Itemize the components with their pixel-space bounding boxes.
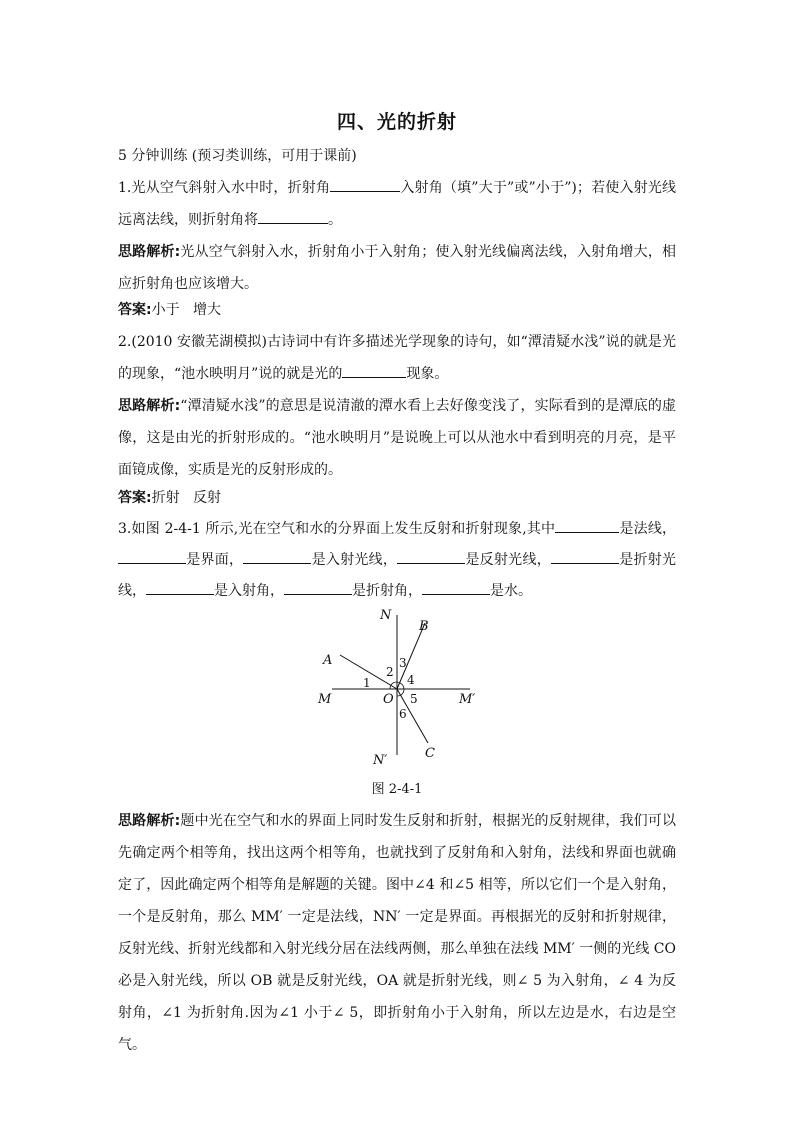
q3-text-3: 是界面， [186, 552, 244, 568]
q2-text-1: 2.(2010 安徽芜湖模拟)古诗词中有许多描述光学现象的诗句，如“潭清疑水浅”说的就是光的现象，“池水映明月”说的就是光的 [118, 334, 676, 382]
q1-text-2: 入射角（填”大于”或”小于”)；若使入射光线远离法线，则折射角将 [118, 180, 677, 228]
q3-blank-water [422, 580, 490, 595]
page-title: 四、光的折射 [336, 111, 457, 133]
q3-blank-refracted-ray [551, 549, 619, 564]
q2-answer-label: 答案: [118, 490, 152, 506]
q3-text-4: 是入射光线， [311, 552, 398, 568]
q3-text-2: 是法线， [619, 521, 677, 537]
q1-analysis-text: 光从空气斜射入水，折射角小于入射角；使入射光线偏离法线，入射角增大，相应折射角也应该增大。 [118, 244, 676, 292]
q3-blank-interface [118, 549, 186, 564]
q3-text-8: 是折射角， [352, 583, 422, 599]
q1-text-1: 1.光从空气斜射入水中时，折射角 [118, 180, 331, 196]
q1-blank-2 [258, 209, 328, 224]
angle-label-6: 6 [399, 707, 407, 721]
angle-arc-5 [401, 689, 404, 695]
label-m-prime: M′ [459, 692, 476, 707]
angle-arc-2 [391, 682, 397, 685]
q3-text-9: 是水。 [490, 583, 532, 599]
q2-analysis-label: 思路解析: [118, 398, 181, 414]
q2-answer [118, 482, 676, 514]
q3-blank-reflected-ray [397, 549, 465, 564]
label-n-prime: N′ [373, 753, 388, 768]
q1-blank-1 [330, 177, 400, 192]
q3-blank-incident-angle [146, 580, 214, 595]
q1-analysis-label: 思路解析: [118, 244, 181, 260]
label-m: M [318, 692, 332, 707]
q2-text-2: 现象。 [406, 366, 449, 382]
q2-analysis-text: “潭清疑水浅”的意思是说清澈的潭水看上去好像变浅了，实际看到的是潭底的虚像，这是由光的折射形成的。“池水映明月”是说晚上可以从池水中看到明亮的月亮，是平面镜成像，实质是光的反射形成的。 [118, 398, 677, 478]
refraction-diagram [310, 605, 490, 770]
angle-label-5: 5 [410, 692, 418, 706]
angle-label-4: 4 [407, 673, 415, 687]
q3-analysis-text: 题中光在空气和水的界面上同时发生反射和折射，根据光的反射规律，我们可以先确定两个相等角，找出这两个相等角，也就找到了反射角和入射角，法线和界面也就确定了，因此确定两个相等角是解题的关键。图中∠4 和∠5 相等，所以它们一个是入射角，一个是反射角，那么 MM′ 一定是法线，NN′ 一定是界面。再根据光的反射和折射规律，反射光线、折射光线都和入射光线分居在法线两侧，那么单独在法线 MM′ 一侧的光线 CO 必是入射光线，所以 OB 就是反射光线，OA 就是折射光线，则∠ 5 为入射角，∠ 4 为反射角，∠1 为折射角.因为∠1 小于∠ 5，即折射角小于入射角，所以左边是水，右边是空气。 [118, 813, 676, 1053]
question-3 [118, 514, 676, 607]
q3-blank-incident-ray [243, 549, 311, 564]
q2-analysis [118, 390, 676, 486]
q3-analysis-label: 思路解析: [118, 813, 181, 829]
q3-blank-normal [555, 518, 619, 533]
label-c: C [425, 746, 435, 761]
label-o: O [383, 692, 394, 707]
question-1 [118, 172, 676, 236]
q3-text-5: 是反射光线， [465, 552, 551, 568]
angle-label-3: 3 [399, 656, 407, 670]
q3-text-7: 是入射角， [214, 583, 284, 599]
label-b: B [419, 619, 429, 634]
angle-label-1: 1 [363, 676, 371, 690]
figure-caption: 图 2-4-1 [371, 782, 423, 797]
angle-arc-1 [390, 685, 391, 689]
label-a: A [323, 653, 333, 668]
q3-analysis [118, 805, 676, 1061]
label-n: N [380, 608, 392, 623]
angle-arc-4 [400, 683, 404, 689]
q1-answer-label: 答案: [118, 302, 152, 318]
angle-label-2: 2 [386, 665, 394, 679]
q3-blank-refraction-angle [284, 580, 352, 595]
q1-text-3: 。 [328, 212, 342, 228]
q1-answer-text: 小于 增大 [151, 302, 221, 318]
q3-text-6: 是折射光线， [118, 552, 677, 599]
q1-answer [118, 294, 676, 326]
training-subtitle [118, 140, 676, 172]
subtitle-text: 5 分钟训练 (预习类训练，可用于课前) [118, 148, 357, 164]
q1-analysis [118, 236, 676, 300]
q2-answer-text: 折射 反射 [151, 490, 221, 506]
question-2 [118, 326, 676, 390]
q3-text-1: 3.如图 2-4-1 所示,光在空气和水的分界面上发生反射和折射现象,其中 [118, 521, 556, 537]
q2-blank-1 [342, 363, 406, 378]
